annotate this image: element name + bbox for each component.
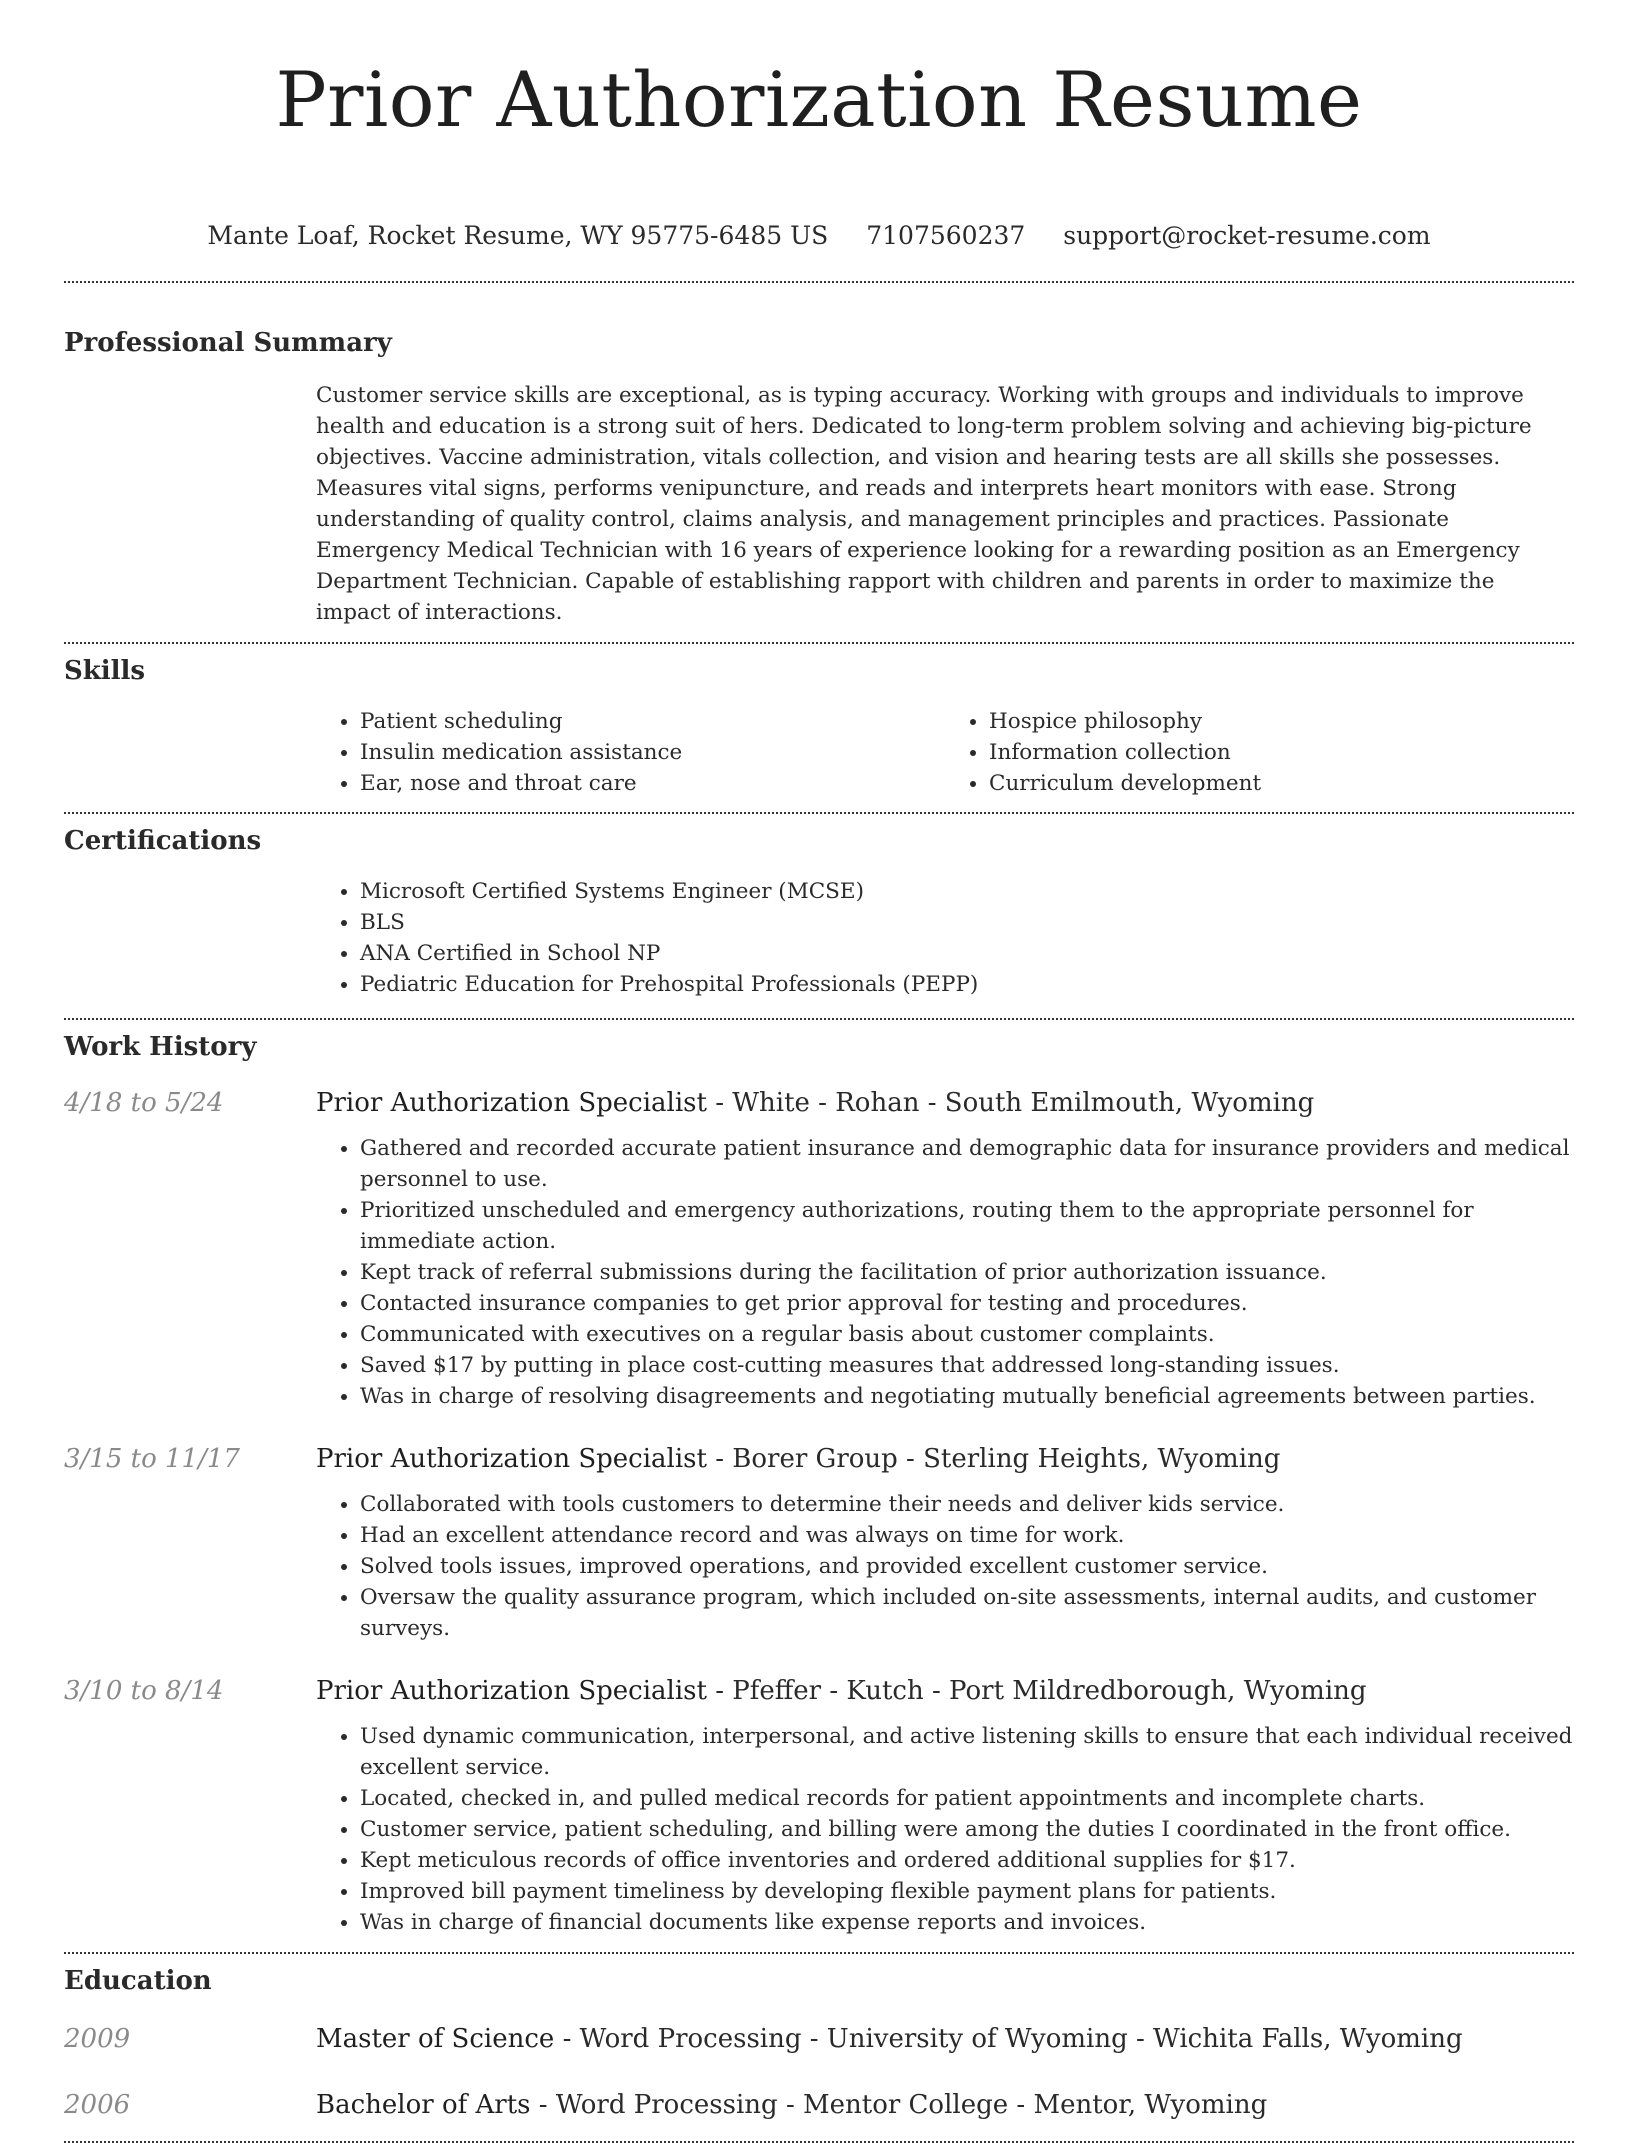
skill-item: • Information collection [989, 737, 1574, 768]
skill-item: • Hospice philosophy [989, 706, 1574, 737]
job-bullet: • Saved $17 by putting in place cost-cutting measures that addressed long-standing issues. [360, 1350, 1574, 1381]
education-main [316, 2088, 1574, 2122]
section-heading-education: Education [64, 1966, 212, 1996]
resume-page [64, 0, 1574, 2143]
skill-item: • Patient scheduling [360, 706, 945, 737]
certification-item: • Pediatric Education for Prehospital Professionals (PEPP) [360, 969, 1574, 1000]
job-entry [64, 1086, 1574, 1412]
job-bullet: • Oversaw the quality assurance program, which included on-site assessments, internal audits, and customer surveys. [360, 1582, 1574, 1644]
certification-item: • BLS [360, 907, 1574, 938]
education-degree: Bachelor of Arts [316, 2090, 531, 2120]
certifications-body [316, 876, 1574, 1000]
job-bullet: • Prioritized unscheduled and emergency authorizations, routing them to the appropriate personnel for immediate action. [360, 1195, 1574, 1257]
job-bullet: • Communicated with executives on a regular basis about customer complaints. [360, 1319, 1574, 1350]
section-heading-certifications: Certifications [64, 826, 262, 856]
education-degree: Master of Science [316, 2024, 555, 2054]
divider [64, 1952, 1574, 1954]
divider [64, 281, 1574, 283]
job-main [316, 1442, 1574, 1644]
skills-list-left [316, 706, 945, 799]
divider [64, 642, 1574, 644]
job-entry [64, 1442, 1574, 1644]
job-main [316, 1674, 1574, 1938]
skills-list-right [945, 706, 1574, 799]
job-title-line [316, 1674, 1574, 1708]
job-details: - Pfeffer - Kutch - Port Mildredborough, Wyoming [706, 1676, 1367, 1706]
skill-item: • Curriculum development [989, 768, 1574, 799]
job-bullet: • Kept meticulous records of office inventories and ordered additional supplies for $17. [360, 1845, 1574, 1876]
contact-phone: 7107560237 [866, 221, 1026, 250]
job-bullet: • Was in charge of resolving disagreements and negotiating mutually beneficial agreements between parties. [360, 1381, 1574, 1412]
education-entry [64, 2022, 1574, 2056]
job-bullet: • Kept track of referral submissions during the facilitation of prior authorization issuance. [360, 1257, 1574, 1288]
summary-body [316, 380, 1574, 628]
contact-email[interactable]: support@rocket-resume.com [1063, 221, 1431, 250]
education-title-line [316, 2088, 1574, 2122]
job-bullet: • Had an excellent attendance record and was always on time for work. [360, 1520, 1574, 1551]
job-title: Prior Authorization Specialist [316, 1088, 707, 1118]
section-heading-summary: Professional Summary [64, 328, 392, 358]
certification-item: • Microsoft Certified Systems Engineer (MCSE) [360, 876, 1574, 907]
job-entry [64, 1674, 1574, 1938]
skill-item: • Insulin medication assistance [360, 737, 945, 768]
job-bullet: • Located, checked in, and pulled medical records for patient appointments and incomplete charts. [360, 1783, 1574, 1814]
education-year: 2006 [64, 2090, 131, 2120]
job-title-line [316, 1442, 1574, 1476]
job-title-line [316, 1086, 1574, 1120]
summary-text: Customer service skills are exceptional, as is typing accuracy. Working with groups and individuals to improve health and education is a strong suit of hers. Dedicated to long-term problem solving and achieving big-picture objectives. Vaccine administration, vitals collection, and vision and hearing tests are all skills she possesses. Measures vital signs, performs venipuncture, and reads and interprets heart monitors with ease. Strong understanding of quality control, claims analysis, and management principles and practices. Passionate Emergency Medical Technician with 16 years of experience looking for a rewarding position as an Emergency Department Technician. Capable of establishing rapport with children and parents in order to maximize the impact of interactions. [316, 383, 1532, 625]
contact-address: Mante Loaf, Rocket Resume, WY 95775-6485 US [207, 221, 829, 250]
job-title: Prior Authorization Specialist [316, 1676, 707, 1706]
job-bullet: • Solved tools issues, improved operations, and provided excellent customer service. [360, 1551, 1574, 1582]
job-details: - White - Rohan - South Emilmouth, Wyoming [706, 1088, 1315, 1118]
skill-item: • Ear, nose and throat care [360, 768, 945, 799]
certification-item: • ANA Certified in School NP [360, 938, 1574, 969]
job-details: - Borer Group - Sterling Heights, Wyoming [706, 1444, 1281, 1474]
education-details: - Word Processing - Mentor College - Mentor, Wyoming [530, 2090, 1268, 2120]
section-heading-skills: Skills [64, 656, 146, 686]
job-bullet: • Customer service, patient scheduling, and billing were among the duties I coordinated in the front office. [360, 1814, 1574, 1845]
education-details: - Word Processing - University of Wyoming - Wichita Falls, Wyoming [554, 2024, 1463, 2054]
job-bullet: • Used dynamic communication, interpersonal, and active listening skills to ensure that each individual received excellent service. [360, 1721, 1574, 1783]
education-title-line [316, 2022, 1574, 2056]
job-bullet: • Gathered and recorded accurate patient insurance and demographic data for insurance providers and medical personnel to use. [360, 1133, 1574, 1195]
section-heading-work: Work History [64, 1032, 257, 1062]
resume-title: Prior Authorization Resume [275, 55, 1363, 144]
job-bullet: • Contacted insurance companies to get prior approval for testing and procedures. [360, 1288, 1574, 1319]
job-bullet: • Improved bill payment timeliness by developing flexible payment plans for patients. [360, 1876, 1574, 1907]
job-bullet: • Collaborated with tools customers to determine their needs and deliver kids service. [360, 1489, 1574, 1520]
job-bullets [316, 1489, 1574, 1644]
contact-line [64, 220, 1574, 252]
job-main [316, 1086, 1574, 1412]
skills-grid [316, 706, 1574, 799]
job-bullet: • Was in charge of financial documents like expense reports and invoices. [360, 1907, 1574, 1938]
certifications-list [316, 876, 1574, 1000]
job-dates: 4/18 to 5/24 [64, 1088, 224, 1118]
education-main [316, 2022, 1574, 2056]
job-dates: 3/10 to 8/14 [64, 1676, 224, 1706]
divider [64, 812, 1574, 814]
education-entry [64, 2088, 1574, 2122]
education-year: 2009 [64, 2024, 131, 2054]
divider [64, 1018, 1574, 1020]
job-bullets [316, 1721, 1574, 1938]
job-dates: 3/15 to 11/17 [64, 1444, 240, 1474]
job-bullets [316, 1133, 1574, 1412]
job-title: Prior Authorization Specialist [316, 1444, 707, 1474]
